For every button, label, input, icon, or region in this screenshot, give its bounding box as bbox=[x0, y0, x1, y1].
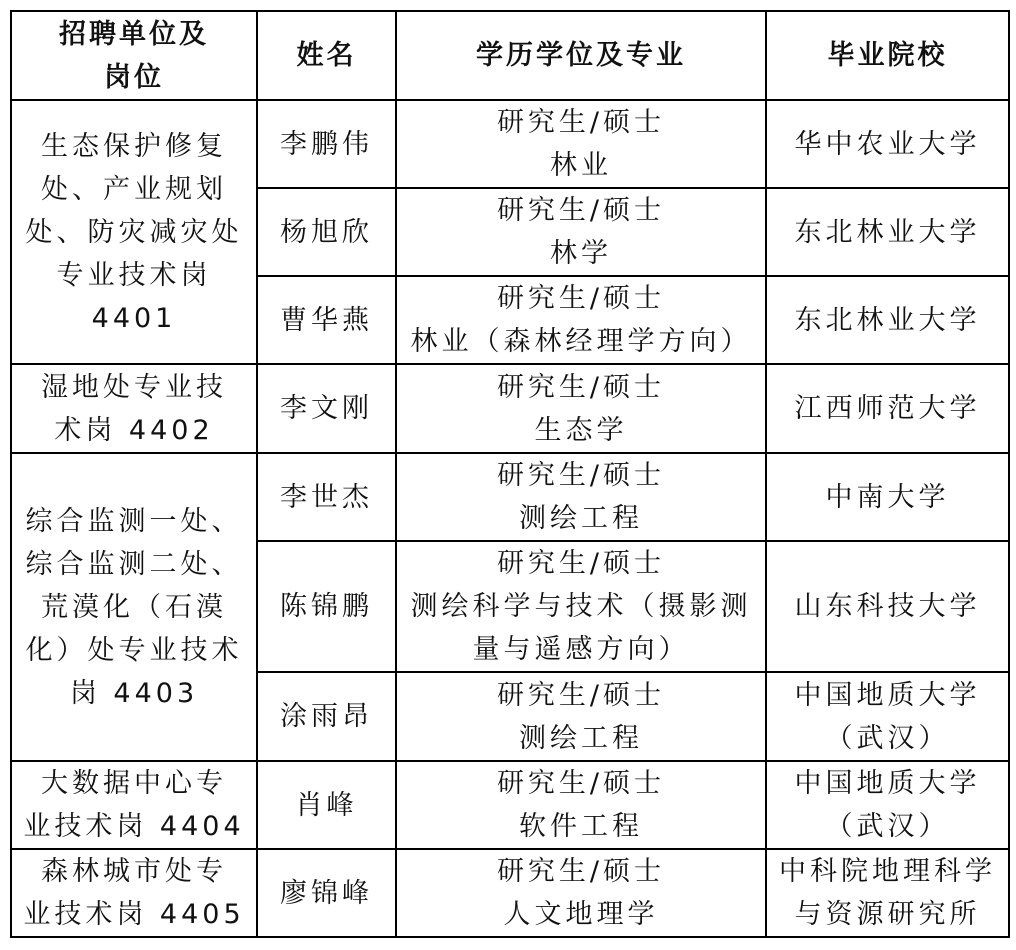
header-unit-line: 岗位 bbox=[104, 61, 164, 93]
table-row bbox=[11, 100, 1009, 188]
unit-line: 处、防灾减灾处 bbox=[25, 216, 243, 248]
school-cell bbox=[766, 849, 1009, 937]
degree-line: 研究生/硕士 bbox=[496, 460, 666, 491]
name-cell: 曹华燕 bbox=[257, 276, 396, 364]
degree-line: 研究生/硕士 bbox=[496, 679, 666, 711]
unit-cell bbox=[11, 100, 257, 364]
degree-line: 研究生/硕士 bbox=[496, 768, 666, 799]
major-line: 测绘科学与技术（摄影测 bbox=[410, 591, 752, 622]
name-cell: 杨旭欣 bbox=[257, 188, 396, 276]
school-cell bbox=[766, 188, 1009, 276]
school-cell bbox=[766, 453, 1009, 541]
unit-line: 业技术岗 4405 bbox=[23, 899, 245, 930]
degree-line: 研究生/硕士 bbox=[496, 195, 666, 226]
name-cell: 廖锦峰 bbox=[257, 849, 396, 937]
name-cell: 陈锦鹏 bbox=[257, 541, 396, 672]
unit-line: 4401 bbox=[91, 302, 177, 334]
education-cell bbox=[396, 761, 766, 849]
header-name: 姓名 bbox=[257, 11, 396, 100]
unit-line: 专业技术岗 bbox=[56, 259, 212, 291]
degree-line: 研究生/硕士 bbox=[496, 371, 666, 403]
unit-line: 大数据中心专 bbox=[41, 768, 227, 799]
major-line: 林学 bbox=[550, 238, 612, 269]
school-line: 江西师范大学 bbox=[794, 393, 981, 424]
header-row bbox=[11, 11, 1009, 100]
school-cell bbox=[766, 276, 1009, 364]
degree-line: 研究生/硕士 bbox=[496, 283, 666, 314]
school-cell bbox=[766, 541, 1009, 672]
name-cell: 李世杰 bbox=[257, 453, 396, 541]
name-cell: 肖峰 bbox=[257, 761, 396, 849]
education-cell bbox=[396, 453, 766, 541]
unit-line: 业技术岗 4404 bbox=[23, 811, 245, 842]
school-line: （武汉） bbox=[825, 722, 950, 754]
school-cell bbox=[766, 761, 1009, 849]
unit-line: 森林城市处专 bbox=[41, 856, 227, 887]
unit-line: 化）处专业技术 bbox=[25, 634, 243, 666]
school-line: 与资源研究所 bbox=[794, 899, 981, 930]
education-cell bbox=[396, 541, 766, 672]
major-line: 林业（森林经理学方向） bbox=[410, 326, 752, 357]
school-line: 东北林业大学 bbox=[794, 304, 981, 336]
unit-cell bbox=[11, 453, 257, 761]
major-line: 测绘工程 bbox=[519, 503, 643, 534]
unit-line: 综合监测二处、 bbox=[25, 548, 243, 580]
school-line: 山东科技大学 bbox=[794, 591, 981, 622]
header-unit-line: 招聘单位及 bbox=[59, 18, 209, 50]
degree-line: 研究生/硕士 bbox=[496, 107, 666, 138]
school-line: 中科院地理科学 bbox=[779, 856, 996, 887]
school-cell bbox=[766, 364, 1009, 453]
degree-line: 研究生/硕士 bbox=[496, 548, 666, 579]
school-line: 中国地质大学 bbox=[794, 768, 981, 799]
major-line: 软件工程 bbox=[519, 811, 643, 842]
header-education: 学历学位及专业 bbox=[396, 11, 766, 100]
education-cell bbox=[396, 276, 766, 364]
major-line: 生态学 bbox=[534, 414, 628, 446]
unit-line: 术岗 4402 bbox=[54, 414, 214, 446]
unit-line: 荒漠化（石漠 bbox=[41, 591, 227, 623]
name-cell: 李文刚 bbox=[257, 364, 396, 453]
unit-cell bbox=[11, 364, 257, 453]
school-line: （武汉） bbox=[825, 811, 950, 842]
school-line: 华中农业大学 bbox=[794, 128, 981, 160]
education-cell bbox=[396, 364, 766, 453]
school-line: 中南大学 bbox=[825, 481, 950, 513]
degree-line: 研究生/硕士 bbox=[496, 856, 666, 887]
table-row bbox=[11, 453, 1009, 541]
unit-cell bbox=[11, 849, 257, 937]
unit-line: 生态保护修复 bbox=[41, 130, 227, 162]
school-cell bbox=[766, 100, 1009, 188]
name-cell: 涂雨昂 bbox=[257, 672, 396, 761]
education-cell bbox=[396, 672, 766, 761]
unit-line: 湿地处专业技 bbox=[41, 371, 227, 403]
school-line: 中国地质大学 bbox=[794, 679, 981, 711]
school-line: 东北林业大学 bbox=[794, 216, 981, 248]
major-line: 林业 bbox=[550, 150, 612, 181]
education-cell bbox=[396, 188, 766, 276]
header-school: 毕业院校 bbox=[766, 11, 1009, 100]
table-row bbox=[11, 364, 1009, 453]
unit-cell bbox=[11, 761, 257, 849]
education-cell bbox=[396, 849, 766, 937]
unit-line: 综合监测一处、 bbox=[25, 505, 243, 537]
school-cell bbox=[766, 672, 1009, 761]
unit-line: 岗 4403 bbox=[69, 677, 199, 709]
unit-line: 处、产业规划 bbox=[41, 173, 227, 205]
table-row bbox=[11, 761, 1009, 849]
major-line: 人文地理学 bbox=[503, 899, 659, 930]
major-line: 量与遥感方向） bbox=[472, 634, 690, 665]
name-cell: 李鹏伟 bbox=[257, 100, 396, 188]
education-cell bbox=[396, 100, 766, 188]
header-unit bbox=[11, 11, 257, 100]
major-line: 测绘工程 bbox=[519, 722, 643, 754]
table-row bbox=[11, 849, 1009, 937]
recruitment-table bbox=[10, 10, 1010, 938]
